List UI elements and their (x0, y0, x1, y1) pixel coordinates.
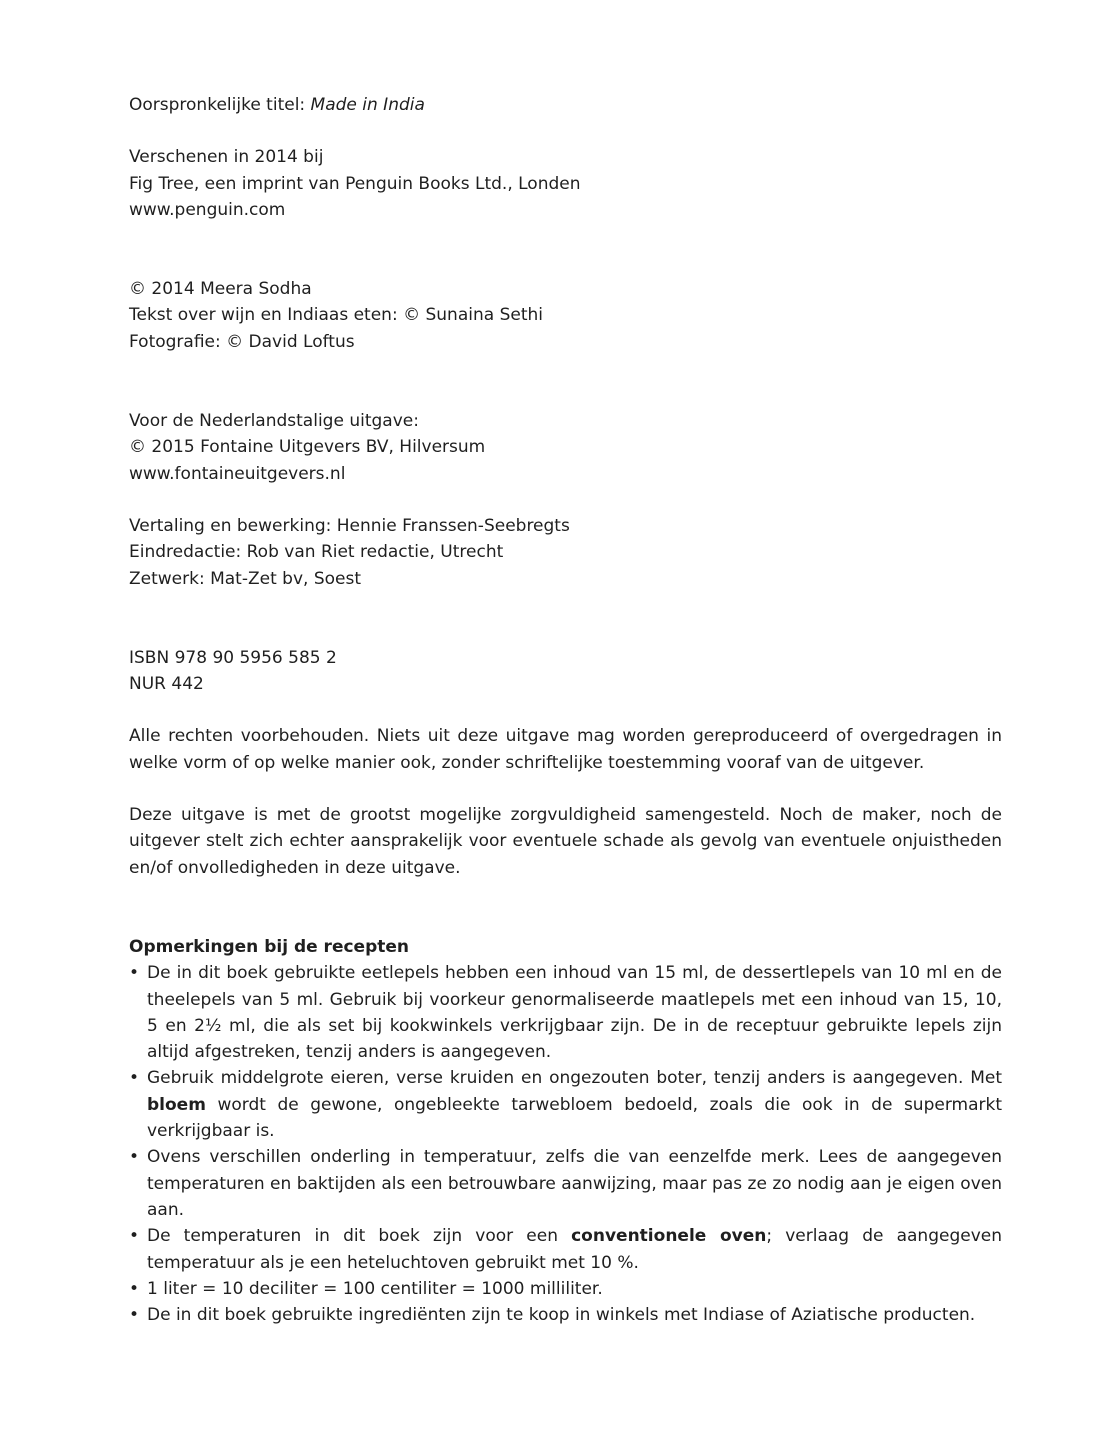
copyright-author: © 2014 Meera Sodha (129, 279, 312, 300)
note-text: De in dit boek gebruikte ingrediënten zijn te koop in winkels met Indiase of Aziatische producten. (147, 1305, 976, 1326)
note-text: 1 liter = 10 deciliter = 100 centiliter = 1000 milliliter. (147, 1278, 603, 1299)
dutch-edition-label: Voor de Nederlandstalige uitgave: (129, 411, 419, 432)
publication-block (129, 144, 1002, 223)
list-item (129, 1276, 1002, 1302)
bullet-icon: • (129, 1068, 140, 1089)
editing-credit: Eindredactie: Rob van Riet redactie, Utrecht (129, 542, 504, 563)
list-item (129, 1223, 1002, 1276)
note-text: Gebruik middelgrote eieren, verse kruiden en ongezouten boter, tenzij anders is aangegeven. Met (147, 1068, 1002, 1089)
dutch-edition-copyright: © 2015 Fontaine Uitgevers BV, Hilversum (129, 437, 486, 458)
copyright-photography: Fotografie: © David Loftus (129, 331, 355, 352)
typesetting-credit: Zetwerk: Mat-Zet bv, Soest (129, 568, 361, 589)
list-item (129, 1065, 1002, 1144)
bullet-icon: • (129, 1305, 140, 1326)
original-title: Made in India (310, 95, 425, 115)
publisher-url: www.penguin.com (129, 199, 286, 220)
disclaimer-paragraph: Deze uitgave is met de grootst mogelijke zorgvuldigheid samengesteld. Noch de maker, noch de uitgever stelt zich echter aansprakelijk voor eventuele schade als gevolg van eventuele onjuistheden en/of onvolledigheden in deze uitgave. (129, 805, 1002, 878)
credits-block (129, 513, 1002, 592)
note-text: wordt de gewone, ongebleekte tarwebloem bedoeld, zoals die ook in de supermarkt verkrijgbaar is. (147, 1094, 1002, 1142)
dutch-edition-block (129, 408, 1002, 487)
note-text: ; verlaag de aangegeven temperatuur als je een heteluchtoven gebruikt met 10 %. (147, 1226, 1002, 1273)
rights-paragraph: Alle rechten voorbehouden. Niets uit deze uitgave mag worden gereproduceerd of overgedragen in welke vorm of op welke manier ook, zonder schriftelijke toestemming vooraf van de uitgever. (129, 726, 1002, 773)
publisher-line: Fig Tree, een imprint van Penguin Books Ltd., Londen (129, 173, 581, 194)
note-emphasis: bloem (147, 1094, 206, 1115)
nur: NUR 442 (129, 674, 204, 695)
notes-list (129, 960, 1002, 1328)
identifiers-block (129, 645, 1002, 698)
list-item (129, 1302, 1002, 1328)
dutch-publisher-url: www.fontaineuitgevers.nl (129, 463, 346, 484)
note-text: Ovens verschillen onderling in temperatuur, zelfs die van eenzelfde merk. Lees de aangegeven temperaturen en baktijden als een betrouwbare aanwijzing, maar pas ze zo nodig aan je eigen oven aan. (147, 1147, 1002, 1220)
note-text: De in dit boek gebruikte eetlepels hebben een inhoud van 15 ml, de dessertlepels van 10 ml en de theelepels van 5 ml. Gebruik bij voorkeur genormaliseerde maatlepels met een inhoud van 15, 10, 5 en 2½ ml, die als set bij kookwinkels verkrijgbaar zijn. De in de receptuur gebruikte lepels zijn altijd afgestreken, tenzij anders is aangegeven. (147, 963, 1002, 1063)
note-text: De temperaturen in dit boek zijn voor een (147, 1226, 572, 1247)
copyright-block (129, 276, 1002, 355)
bullet-icon: • (129, 1147, 140, 1168)
bullet-icon: • (129, 1278, 140, 1299)
translation-credit: Vertaling en bewerking: Hennie Franssen-Seebregts (129, 515, 570, 536)
notes-heading: Opmerkingen bij de recepten (129, 936, 410, 957)
list-item (129, 960, 1002, 1065)
copyright-wine-text: Tekst over wijn en Indiaas eten: © Sunaina Sethi (129, 305, 543, 326)
original-title-line (129, 92, 1002, 118)
bullet-icon: • (129, 1226, 140, 1247)
note-emphasis: conventionele oven (571, 1226, 767, 1247)
bullet-icon: • (129, 963, 140, 984)
colophon-page (129, 92, 1002, 1328)
list-item (129, 1144, 1002, 1223)
original-title-label: Oorspronkelijke titel: (129, 95, 311, 115)
publication-line: Verschenen in 2014 bij (129, 147, 324, 168)
isbn: ISBN 978 90 5956 585 2 (129, 647, 337, 668)
